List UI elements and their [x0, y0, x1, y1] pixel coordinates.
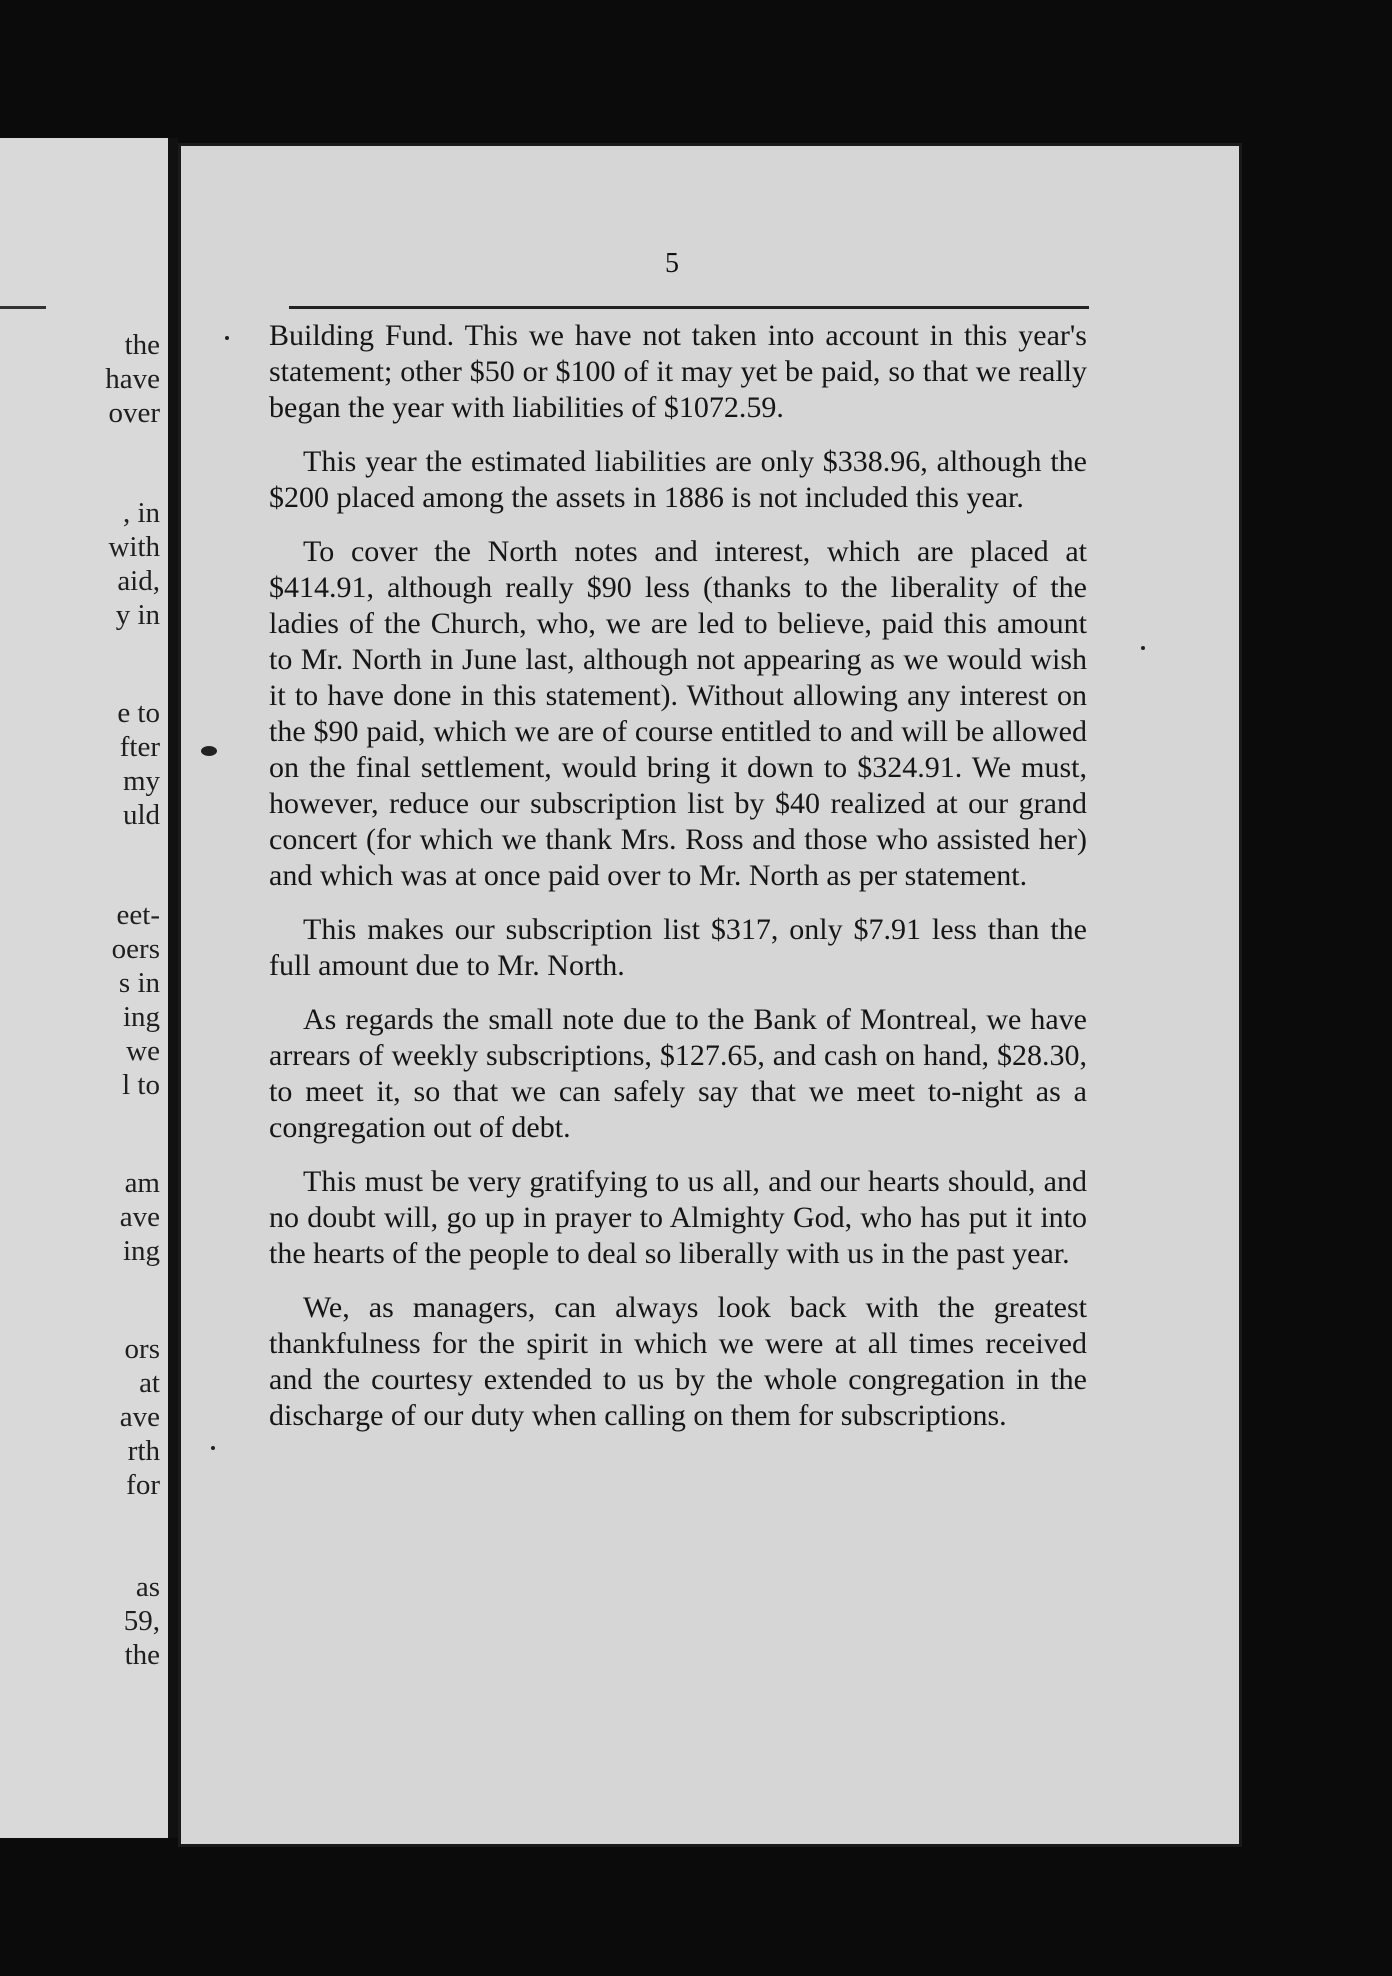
- left-fragment-line: l to: [122, 1069, 160, 1101]
- ink-speck: [211, 1446, 215, 1450]
- left-fragment-4: [112, 898, 160, 1102]
- ink-speck: [225, 336, 229, 340]
- paragraph-5: As regards the small note due to the Bank of Montreal, we have arrears of weekly subscriptions, $127.65, and cash on hand, $28.30, to meet it, so that we can safely say that we meet to-night as a congregation out of debt.: [269, 1003, 1087, 1144]
- left-fragment-2: [108, 496, 160, 632]
- ink-speck: [1141, 646, 1145, 650]
- left-fragment-5: [120, 1166, 160, 1268]
- left-page-fragment: [0, 138, 168, 1838]
- left-fragment-line: for: [126, 1469, 160, 1501]
- left-fragment-line: at: [139, 1367, 160, 1399]
- left-fragment-line: have: [105, 363, 160, 395]
- paragraph-6: This must be very gratifying to us all, and our hearts should, and no doubt will, go up in prayer to Almighty God, who has put it into the hearts of the people to deal so liberally with us in the past year.: [269, 1165, 1087, 1270]
- right-page: [178, 143, 1242, 1847]
- left-fragment-line: e to: [117, 697, 160, 729]
- left-fragment-6: [120, 1332, 160, 1502]
- left-fragment-line: ave: [119, 1201, 160, 1233]
- left-fragment-line: am: [124, 1167, 160, 1199]
- left-fragment-line: over: [108, 397, 160, 429]
- left-fragment-line: oers: [111, 933, 160, 965]
- ink-blot: [201, 746, 217, 756]
- paragraph-1: Building Fund. This we have not taken into account in this year's statement; other $50 or $100 of it may yet be paid, so that we really began the year with liabilities of $1072.59.: [269, 319, 1087, 424]
- left-fragment-line: as: [135, 1571, 160, 1603]
- book-gutter: [168, 138, 178, 1838]
- left-fragment-1: [105, 328, 160, 430]
- paragraph-2: This year the estimated liabilities are only $338.96, although the $200 placed among the assets in 1886 is not included this year.: [269, 445, 1087, 514]
- left-fragment-line: my: [122, 765, 160, 797]
- left-fragment-line: the: [124, 329, 160, 361]
- left-page-rule: [0, 306, 46, 309]
- left-fragment-line: 59,: [123, 1605, 160, 1637]
- paragraph-3: To cover the North notes and interest, which are placed at $414.91, although really $90 less (thanks to the liberality of the ladies of the Church, who, we are led to believe, paid this amount to Mr. North in June last, although not appearing as we would wish it to have done in this statement). Without allowing any interest on the $90 paid, which we are of course entitled to and will be allowed on the final settlement, would bring it down to $324.91. We must, however, reduce our subscription list by $40 realized at our grand concert (for which we thank Mrs. Ross and those who assisted her) and which was at once paid over to Mr. North as per statement.: [269, 535, 1087, 892]
- paragraph-4: This makes our subscription list $317, only $7.91 less than the full amount due to Mr. North.: [269, 913, 1087, 982]
- body-text: [269, 318, 1087, 1452]
- page-number: 5: [665, 248, 679, 279]
- left-fragment-line: ave: [119, 1401, 160, 1433]
- left-fragment-line: we: [126, 1035, 160, 1067]
- header-rule: [289, 306, 1089, 309]
- left-fragment-line: uld: [122, 799, 160, 831]
- left-fragment-line: with: [108, 531, 160, 563]
- left-fragment-line: y in: [115, 599, 160, 631]
- left-fragment-line: rth: [127, 1435, 160, 1467]
- paragraph-7: We, as managers, can always look back with the greatest thankfulness for the spirit in which we were at all times received and the courtesy extended to us by the whole congregation in the discharge of our duty when calling on them for subscriptions.: [269, 1291, 1087, 1432]
- left-fragment-line: ing: [122, 1001, 160, 1033]
- left-fragment-line: eet-: [116, 899, 160, 931]
- left-fragment-line: ors: [124, 1333, 160, 1365]
- left-fragment-7: [124, 1570, 160, 1672]
- left-fragment-line: , in: [122, 497, 160, 529]
- left-fragment-line: ing: [122, 1235, 160, 1267]
- left-fragment-3: [117, 696, 160, 832]
- left-fragment-line: s in: [118, 967, 160, 999]
- left-fragment-line: fter: [119, 731, 160, 763]
- left-fragment-line: aid,: [117, 565, 160, 597]
- left-fragment-line: the: [124, 1639, 160, 1671]
